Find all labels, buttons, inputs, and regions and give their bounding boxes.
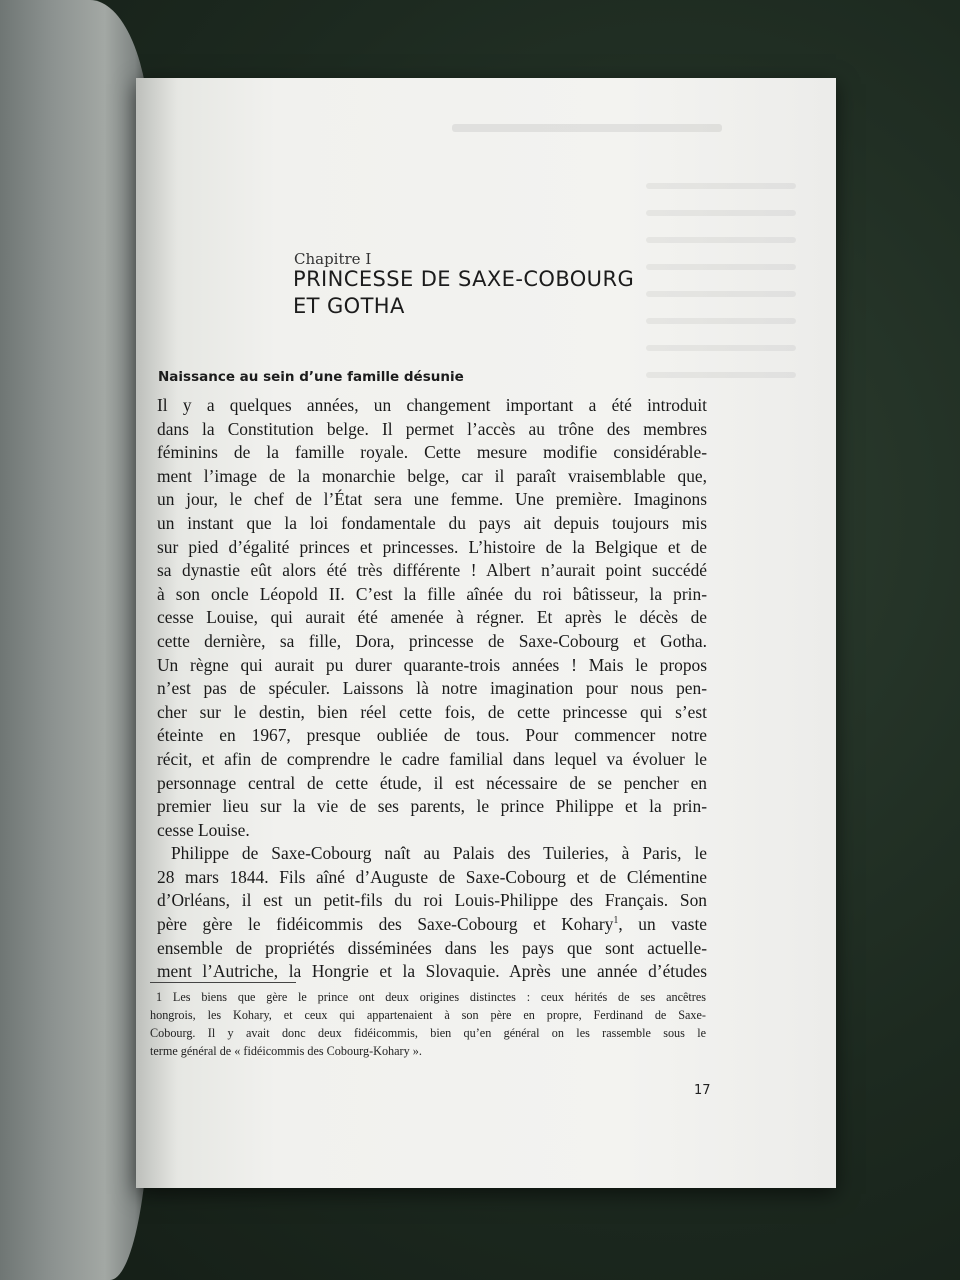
body-line: ment l’Autriche, la Hongrie et la Slovaquie. Après une année d’études xyxy=(157,961,707,982)
body-line: Un règne qui aurait pu durer quarante-trois années ! Mais le propos xyxy=(157,654,707,675)
body-line: féminins de la famille royale. Cette mesure modifie considérable- xyxy=(157,442,707,463)
body-line: premier lieu sur la vie de ses parents, le prince Philippe et la prin- xyxy=(157,796,707,817)
body-line: cette dernière, sa fille, Dora, princesse de Saxe-Cobourg et Gotha. xyxy=(157,630,707,651)
footnote-rule xyxy=(150,982,296,983)
chapter-title-line-2: ET GOTHA xyxy=(293,294,405,318)
footnote-line: 1 Les biens que gère le prince ont deux origines distinctes : ceux hérités de ses ancêtres xyxy=(156,990,706,1004)
show-through-header xyxy=(452,124,722,132)
footnote-line: terme général de « fidéicommis des Cobourg-Kohary ». xyxy=(150,1044,422,1058)
body-line: un jour, le chef de l’État sera une femme. Une première. Imaginons xyxy=(157,489,707,510)
body-line: récit, et afin de comprendre le cadre familial dans lequel va évoluer le xyxy=(157,748,707,769)
body-line: 28 mars 1844. Fils aîné d’Auguste de Saxe-Cobourg et de Clémentine xyxy=(157,866,707,887)
body-line: à son oncle Léopold II. C’est la fille aînée du roi bâtisseur, la prin- xyxy=(157,583,707,604)
body-line: personnage central de cette étude, il est nécessaire de se pencher en xyxy=(157,772,707,793)
body-text xyxy=(157,394,707,984)
body-line: cesse Louise. xyxy=(157,819,250,840)
body-line-text: père gère le fidéicommis des Saxe-Cobourg et Kohary xyxy=(157,914,614,935)
body-line-with-footnote xyxy=(157,913,707,937)
body-line: dans la Constitution belge. Il permet l’accès au trône des membres xyxy=(157,418,707,439)
book-page xyxy=(136,78,836,1188)
chapter-title-line-1: PRINCESSE DE SAXE-COBOURG xyxy=(293,267,635,291)
body-line: ensemble de propriétés disséminées dans les pays que sont actuelle- xyxy=(157,937,707,958)
body-line: cesse Louise, qui aurait été amenée à régner. Et après le décès de xyxy=(157,607,707,628)
footnote-line: hongrois, les Kohary, et ceux qui appartenaient à son père en propre, Ferdinand de Saxe- xyxy=(150,1008,706,1022)
page-number: 17 xyxy=(694,1083,711,1098)
footnote xyxy=(150,988,706,1060)
body-line-tail: , un vaste xyxy=(618,914,707,935)
body-line: Philippe de Saxe-Cobourg naît au Palais des Tuileries, à Paris, le xyxy=(171,843,707,864)
chapter-label: Chapitre I xyxy=(294,250,372,268)
body-line: cher sur le destin, bien réel cette fois, de cette princesse qui s’est xyxy=(157,701,707,722)
chapter-title xyxy=(293,266,713,320)
footnote-marker: 1 xyxy=(613,915,619,927)
body-line: sur pied d’égalité princes et princesses. L’histoire de la Belgique et de xyxy=(157,536,707,557)
body-line: éteinte en 1967, presque oubliée de tous. Pour commencer notre xyxy=(157,725,707,746)
body-line: d’Orléans, il est un petit-fils du roi Louis-Philippe des Français. Son xyxy=(157,890,707,911)
body-line: Il y a quelques années, un changement important a été introduit xyxy=(157,395,707,415)
footnote-line: Cobourg. Il y avait donc deux fidéicommis, bien qu’en général on les rassemble sous le xyxy=(150,1026,706,1040)
left-page-edge xyxy=(0,0,150,1280)
body-line: sa dynastie eût alors été très différente ! Albert n’aurait point succédé xyxy=(157,560,707,581)
body-line: un instant que la loi fondamentale du pays ait depuis toujours mis xyxy=(157,512,707,533)
body-line: ment l’image de la monarchie belge, car il paraît vraisemblable que, xyxy=(157,465,707,486)
body-line: n’est pas de spéculer. Laissons là notre imagination pour nous pen- xyxy=(157,678,707,699)
section-heading: Naissance au sein d’une famille désunie xyxy=(158,369,464,385)
